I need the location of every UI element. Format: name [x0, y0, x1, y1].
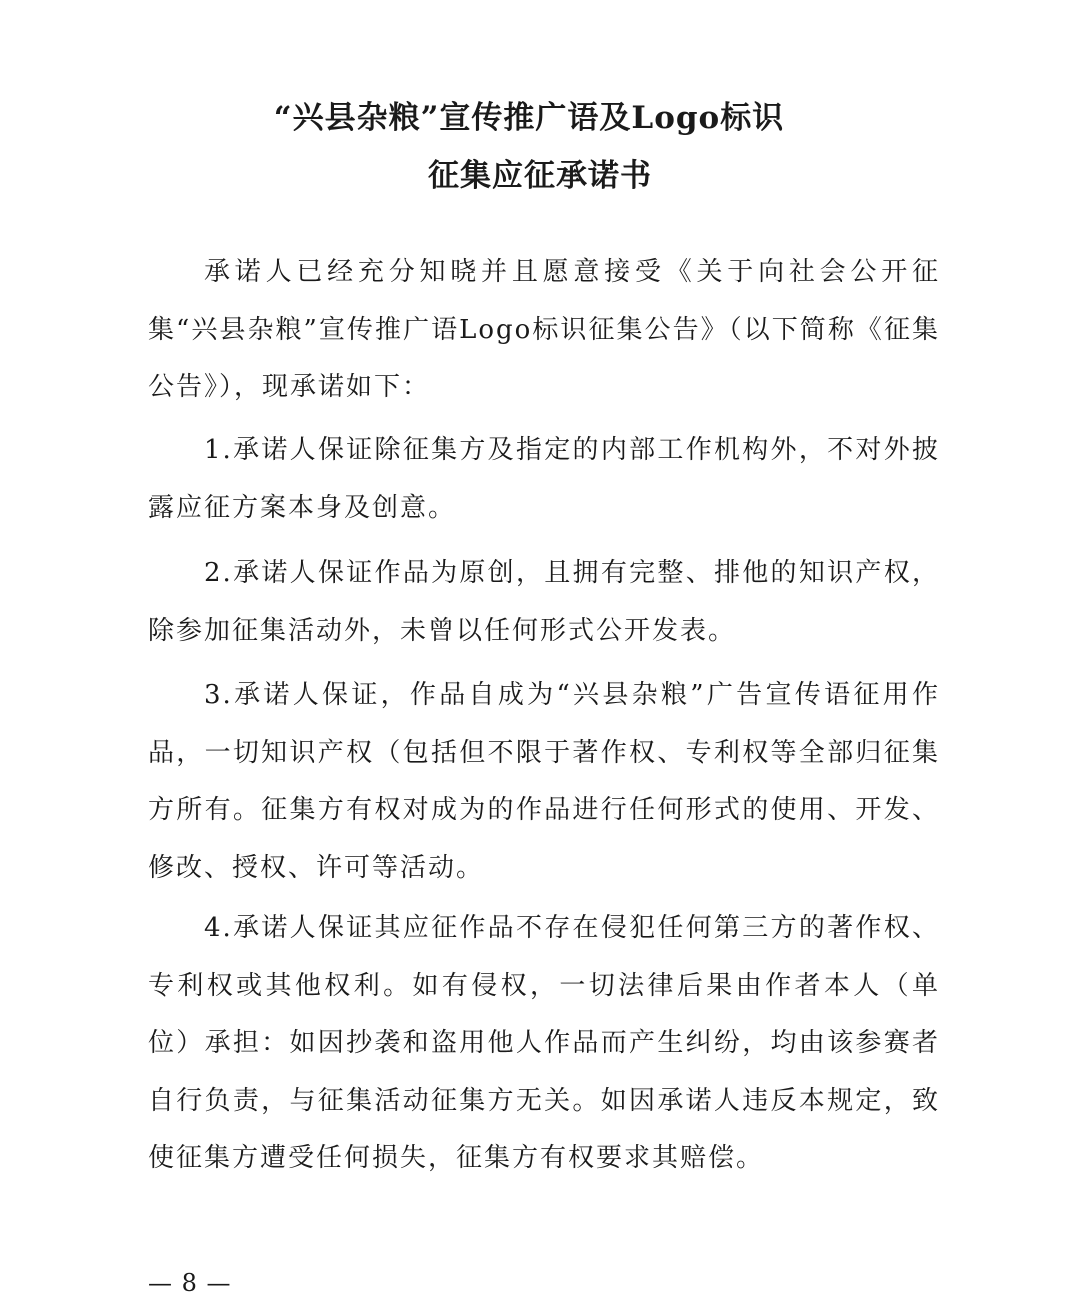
document-title-line-1: “兴县杂粮”宣传推广语及Logo标识 [273, 100, 785, 136]
clause-4-paragraph: 4.承诺人保证其应征作品不存在侵犯任何第三方的著作权、专利权或其他权利。如有侵权，一切法律后果由作者本人（单位）承担：如因抄袭和盗用他人作品而产生纠纷，均由该参赛者自行负责，与征集活动征集方无关。如因承诺人违反本规定，致使征集方遭受任何损失，征集方有权要求其赔偿。 [148, 913, 940, 1173]
page-number: — 8 — [148, 1269, 232, 1297]
clause-1-paragraph: 1.承诺人保证除征集方及指定的内部工作机构外，不对外披露应征方案本身及创意。 [148, 435, 940, 523]
clause-3-paragraph: 3.承诺人保证，作品自成为“兴县杂粮”广告宣传语征用作品，一切知识产权（包括但不限于著作权、专利权等全部归征集方所有。征集方有权对成为的作品进行任何形式的使用、开发、修改、授权、许可等活动。 [148, 680, 940, 883]
intro-paragraph: 承诺人已经充分知晓并且愿意接受《关于向社会公开征集“兴县杂粮”宣传推广语Logo标识征集公告》（以下简称《征集公告》），现承诺如下： [148, 257, 940, 402]
clause-2-paragraph: 2.承诺人保证作品为原创，且拥有完整、排他的知识产权，除参加征集活动外，未曾以任何形式公开发表。 [148, 558, 940, 646]
document-title-line-2: 征集应征承诺书 [428, 158, 652, 194]
